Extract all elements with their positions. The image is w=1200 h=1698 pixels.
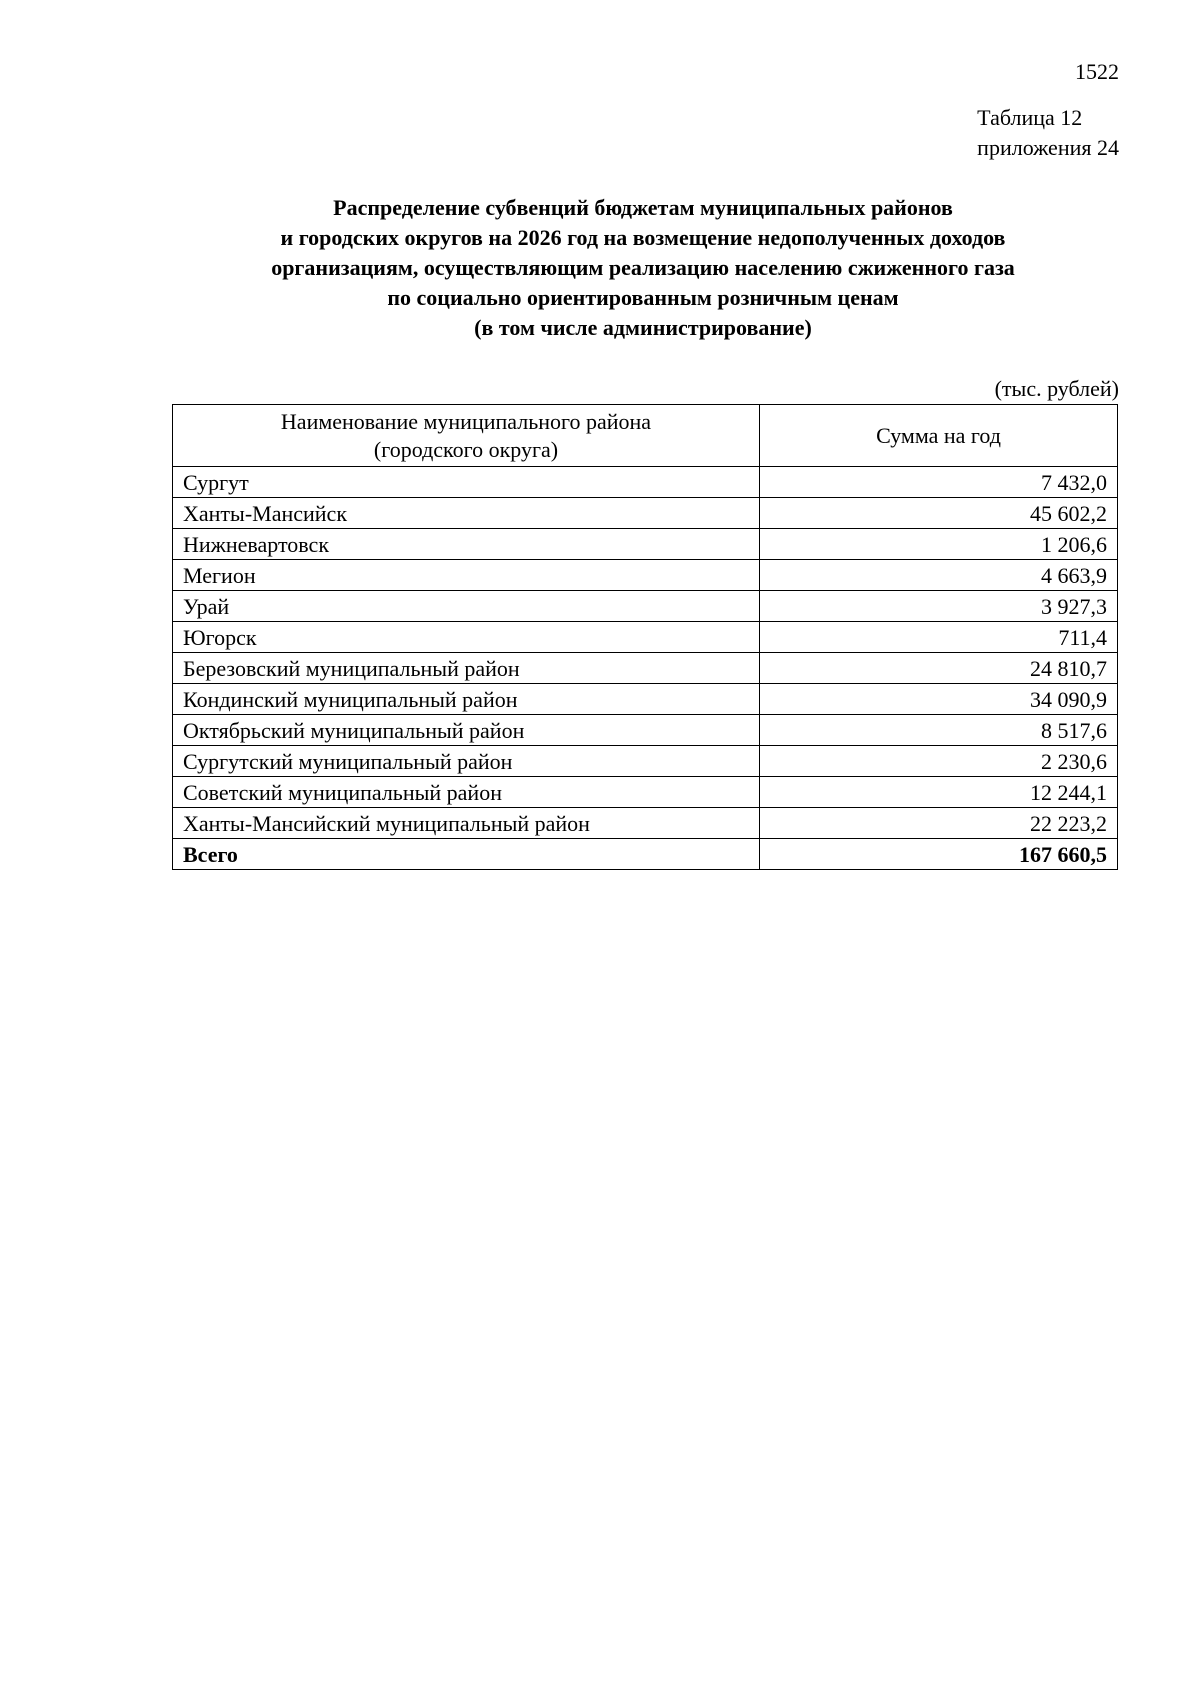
municipality-name: Сургут	[173, 467, 760, 498]
municipality-name: Ханты-Мансийск	[173, 498, 760, 529]
municipality-name: Ханты-Мансийский муниципальный район	[173, 808, 760, 839]
table-row	[173, 684, 1118, 715]
table-row	[173, 746, 1118, 777]
annual-sum: 7 432,0	[760, 467, 1118, 498]
table-row	[173, 529, 1118, 560]
header-municipality-line1: Наименование муниципального района	[280, 408, 652, 434]
table-row	[173, 715, 1118, 746]
document-title-line: Распределение субвенций бюджетам муниципальных районов	[333, 195, 953, 220]
municipality-name: Мегион	[173, 560, 760, 591]
municipality-name: Кондинский муниципальный район	[173, 684, 760, 715]
document-title-line: (в том числе администрирование)	[474, 315, 812, 340]
subvention-table	[172, 404, 1118, 870]
total-row	[173, 839, 1118, 870]
table-row	[173, 467, 1118, 498]
header-municipality	[173, 405, 760, 467]
annual-sum: 711,4	[760, 622, 1118, 653]
annual-sum: 22 223,2	[760, 808, 1118, 839]
total-label: Всего	[173, 839, 760, 870]
header-annual-sum: Сумма на год	[760, 405, 1118, 467]
table-row	[173, 808, 1118, 839]
annual-sum: 34 090,9	[760, 684, 1118, 715]
annual-sum: 2 230,6	[760, 746, 1118, 777]
annual-sum: 24 810,7	[760, 653, 1118, 684]
annual-sum: 45 602,2	[760, 498, 1118, 529]
municipality-name: Урай	[173, 591, 760, 622]
table-header-row	[173, 405, 1118, 467]
municipality-name: Советский муниципальный район	[173, 777, 760, 808]
table-reference	[977, 103, 1119, 163]
annual-sum: 1 206,6	[760, 529, 1118, 560]
municipality-name: Нижневартовск	[173, 529, 760, 560]
annual-sum: 4 663,9	[760, 560, 1118, 591]
table-row	[173, 560, 1118, 591]
table-row	[173, 498, 1118, 529]
document-title-line: организациям, осуществляющим реализацию населению сжиженного газа	[271, 255, 1015, 280]
page-number: 1522	[1075, 59, 1119, 84]
table-row	[173, 653, 1118, 684]
table-reference-number: Таблица 12	[977, 105, 1083, 130]
municipality-name: Сургутский муниципальный район	[173, 746, 760, 777]
document-title-line: и городских округов на 2026 год на возмещение недополученных доходов	[280, 225, 1006, 250]
table-row	[173, 622, 1118, 653]
annual-sum: 12 244,1	[760, 777, 1118, 808]
annual-sum: 3 927,3	[760, 591, 1118, 622]
table-reference-appendix: приложения 24	[977, 135, 1119, 160]
municipality-name: Березовский муниципальный район	[173, 653, 760, 684]
units-label: (тыс. рублей)	[994, 376, 1119, 401]
header-municipality-line2: (городского округа)	[373, 436, 559, 462]
table-row	[173, 777, 1118, 808]
document-title	[172, 193, 1114, 343]
municipality-name: Октябрьский муниципальный район	[173, 715, 760, 746]
annual-sum: 8 517,6	[760, 715, 1118, 746]
document-title-line: по социально ориентированным розничным ценам	[387, 285, 899, 310]
table-row	[173, 591, 1118, 622]
municipality-name: Югорск	[173, 622, 760, 653]
total-sum: 167 660,5	[760, 839, 1118, 870]
